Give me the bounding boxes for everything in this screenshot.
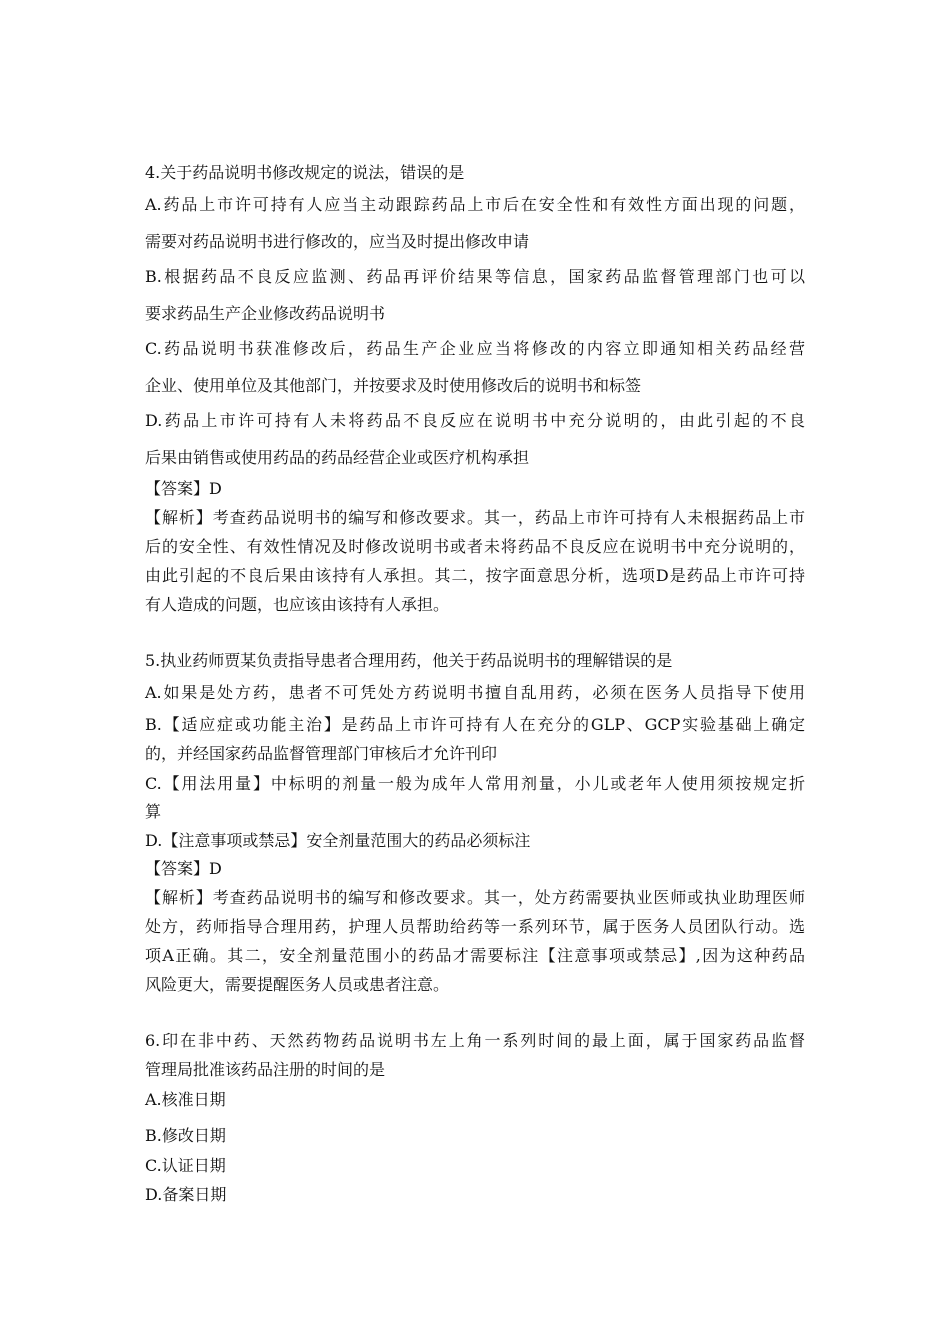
q6-stem-line2: 管理局批准该药品注册的时间的是 xyxy=(145,1060,386,1079)
q4-analysis-line4: 有人造成的问题，也应该由该持有人承担。 xyxy=(145,595,450,614)
q4-option-c-line1: C.药品说明书获准修改后，药品生产企业应当将修改的内容立即通知相关药品经营 xyxy=(145,339,805,358)
q4-analysis-line3: 由此引起的不良后果由该持有人承担。其二，按字面意思分析，选项D是药品上市许可持 xyxy=(145,566,805,585)
q5-option-c-line2: 算 xyxy=(145,802,162,821)
q5-option-a: A.如果是处方药，患者不可凭处方药说明书擅自乱用药，必须在医务人员指导下使用 xyxy=(145,683,805,702)
q4-option-b-line1: B.根据药品不良反应监测、药品再评价结果等信息，国家药品监督管理部门也可以 xyxy=(145,267,805,286)
q4-answer: 【答案】D xyxy=(145,479,222,498)
q4-option-a-line1: A.药品上市许可持有人应当主动跟踪药品上市后在安全性和有效性方面出现的问题， xyxy=(145,195,805,214)
q5-option-d: D.【注意事项或禁忌】安全剂量范围大的药品必须标注 xyxy=(145,831,531,850)
q4-stem: 4.关于药品说明书修改规定的说法，错误的是 xyxy=(145,163,465,182)
q5-answer: 【答案】D xyxy=(145,859,222,878)
q6-option-a: A.核准日期 xyxy=(145,1090,226,1109)
q6-option-c: C.认证日期 xyxy=(145,1156,226,1175)
q5-stem: 5.执业药师贾某负责指导患者合理用药，他关于药品说明书的理解错误的是 xyxy=(145,651,673,670)
q4-analysis-line1: 【解析】考查药品说明书的编写和修改要求。其一，药品上市许可持有人未根据药品上市 xyxy=(145,508,805,527)
q5-analysis-line1: 【解析】考查药品说明书的编写和修改要求。其一，处方药需要执业医师或执业助理医师 xyxy=(145,888,805,907)
q5-option-b-line2: 的，并经国家药品监督管理部门审核后才允许刊印 xyxy=(145,744,498,763)
q5-option-c-line1: C.【用法用量】中标明的剂量一般为成年人常用剂量，小儿或老年人使用须按规定折 xyxy=(145,774,805,793)
q5-analysis-line4: 风险更大，需要提醒医务人员或患者注意。 xyxy=(145,975,450,994)
q4-option-b-line2: 要求药品生产企业修改药品说明书 xyxy=(145,304,386,323)
q5-option-b-line1: B.【适应症或功能主治】是药品上市许可持有人在充分的GLP、GCP实验基础上确定 xyxy=(145,715,805,734)
q4-option-c-line2: 企业、使用单位及其他部门，并按要求及时使用修改后的说明书和标签 xyxy=(145,376,642,395)
q6-option-b: B.修改日期 xyxy=(145,1126,226,1145)
q4-option-d-line2: 后果由销售或使用药品的药品经营企业或医疗机构承担 xyxy=(145,448,530,467)
q5-analysis-line2: 处方，药师指导合理用药，护理人员帮助给药等一系列环节，属于医务人员团队行动。选 xyxy=(145,917,805,936)
q6-stem-line1: 6.印在非中药、天然药物药品说明书左上角一系列时间的最上面，属于国家药品监督 xyxy=(145,1031,805,1050)
q4-option-d-line1: D.药品上市许可持有人未将药品不良反应在说明书中充分说明的，由此引起的不良 xyxy=(145,411,805,430)
q5-analysis-line3: 项A正确。其二，安全剂量范围小的药品才需要标注【注意事项或禁忌】,因为这种药品 xyxy=(145,946,805,965)
q4-option-a-line2: 需要对药品说明书进行修改的，应当及时提出修改申请 xyxy=(145,232,530,251)
q6-option-d: D.备案日期 xyxy=(145,1185,227,1204)
q4-analysis-line2: 后的安全性、有效性情况及时修改说明书或者未将药品不良反应在说明书中充分说明的， xyxy=(145,537,805,556)
